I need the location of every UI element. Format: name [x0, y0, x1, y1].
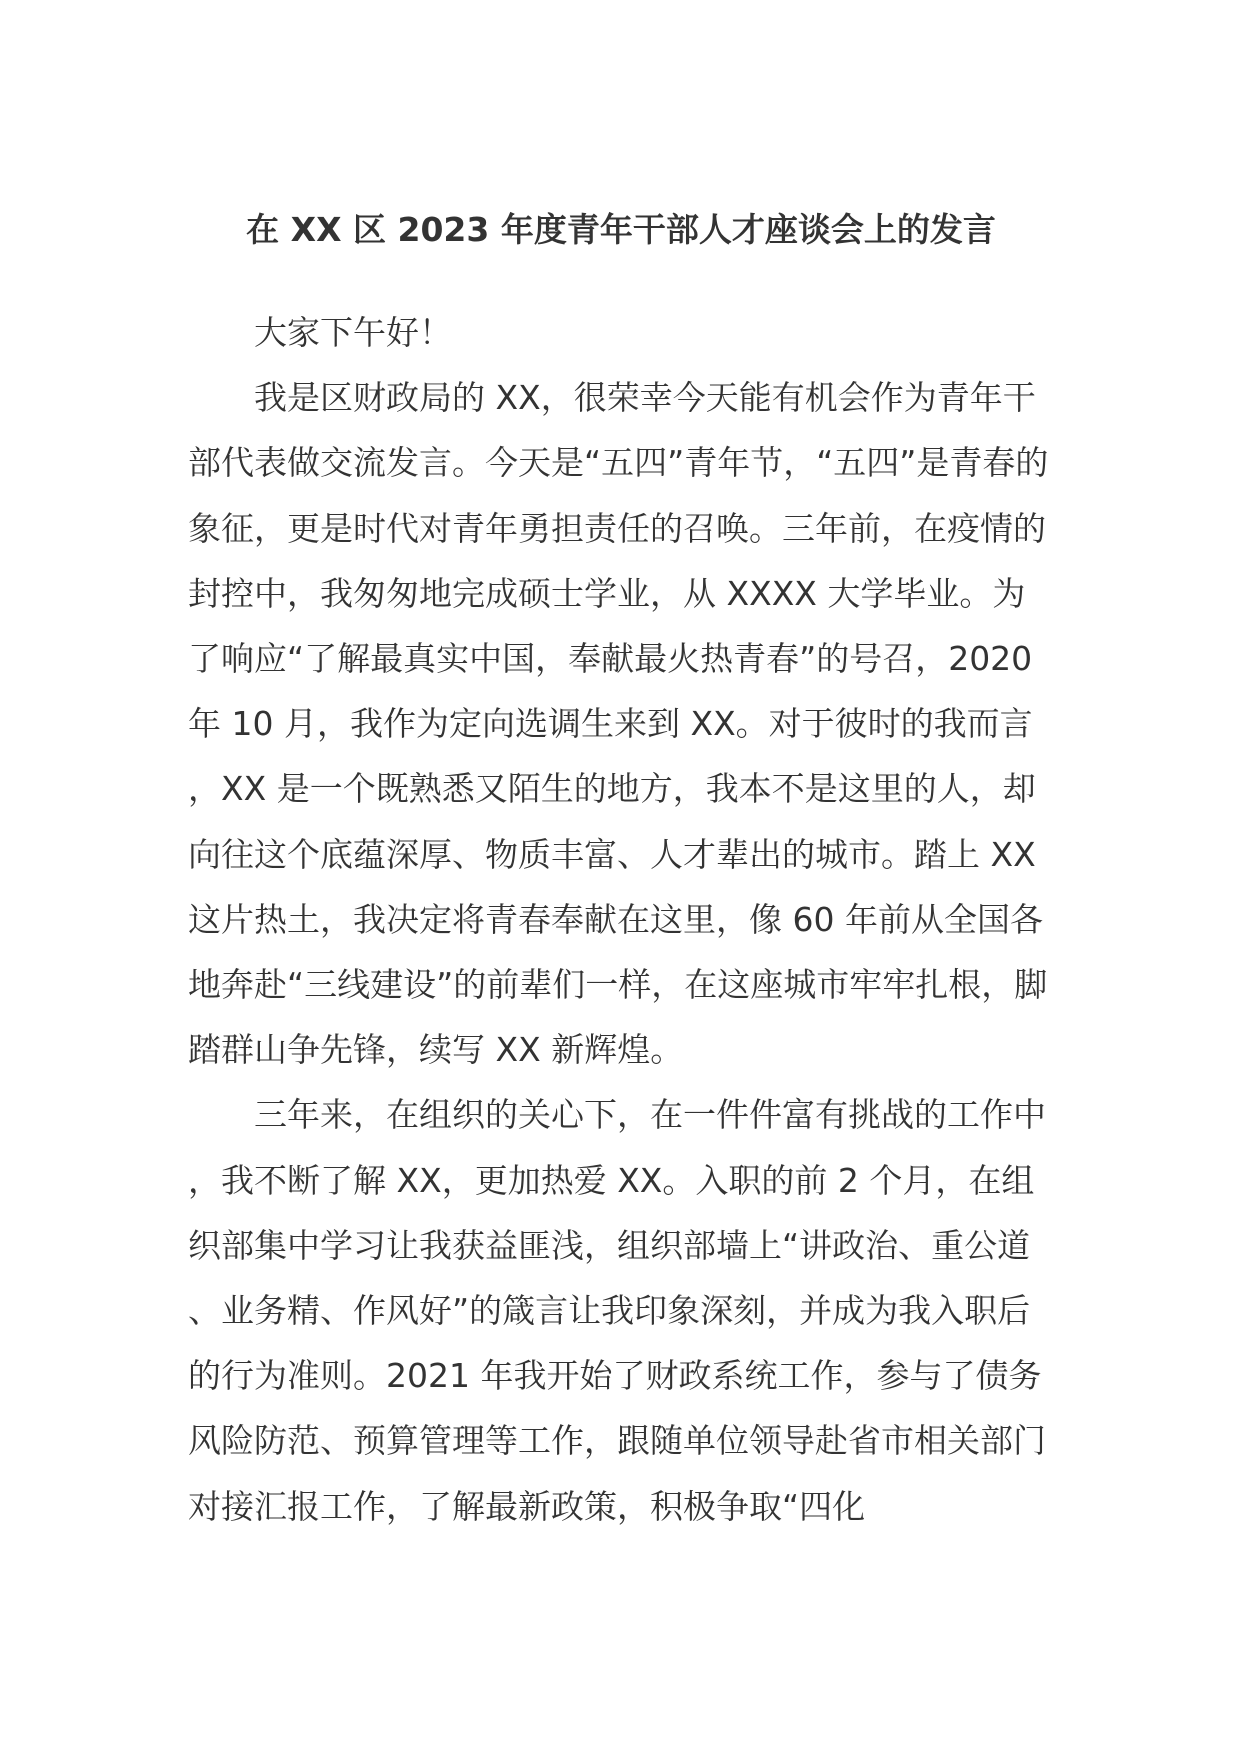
document-title: 在 XX 区 2023 年度青年干部人才座谈会上的发言	[246, 210, 996, 249]
paragraph-greeting: 大家下午好！	[254, 313, 452, 352]
paragraph-introduction: 我是区财政局的 XX，很荣幸今天能有机会作为青年干部代表做交流发言。今天是“五四”青年节，“五四”是青春的象征，更是时代对青年勇担责任的召唤。三年前，在疫情的封控中，我匆匆地完成硕士学业，从 XXXX 大学毕业。为了响应“了解最真实中国，奉献最火热青春”的号召，2020 年 10 月，我作为定向选调生来到 XX。对于彼时的我而言，XX 是一个既熟悉又陌生的地方，我本不是这里的人，却向往这个底蕴深厚、物质丰富、人才辈出的城市。踏上 XX 这片热土，我决定将青春奉献在这里，像 60 年前从全国各地奔赴“三线建设”的前辈们一样，在这座城市牢牢扎根，脚踏群山争先锋，续写 XX 新辉煌。	[188, 378, 1049, 1070]
document-page	[188, 0, 1054, 1754]
paragraph-work-experience: 三年来，在组织的关心下，在一件件富有挑战的工作中，我不断了解 XX，更加热爱 XX。入职的前 2 个月，在组织部集中学习让我获益匪浅，组织部墙上“讲政治、重公道、业务精、作风好”的箴言让我印象深刻，并成为我入职后的行为准则。2021 年我开始了财政系统工作，参与了债务风险防范、预算管理等工作，跟随单位领导赴省市相关部门对接汇报工作，了解最新政策，积极争取“四化	[188, 1095, 1046, 1526]
document-body	[188, 300, 1054, 1539]
